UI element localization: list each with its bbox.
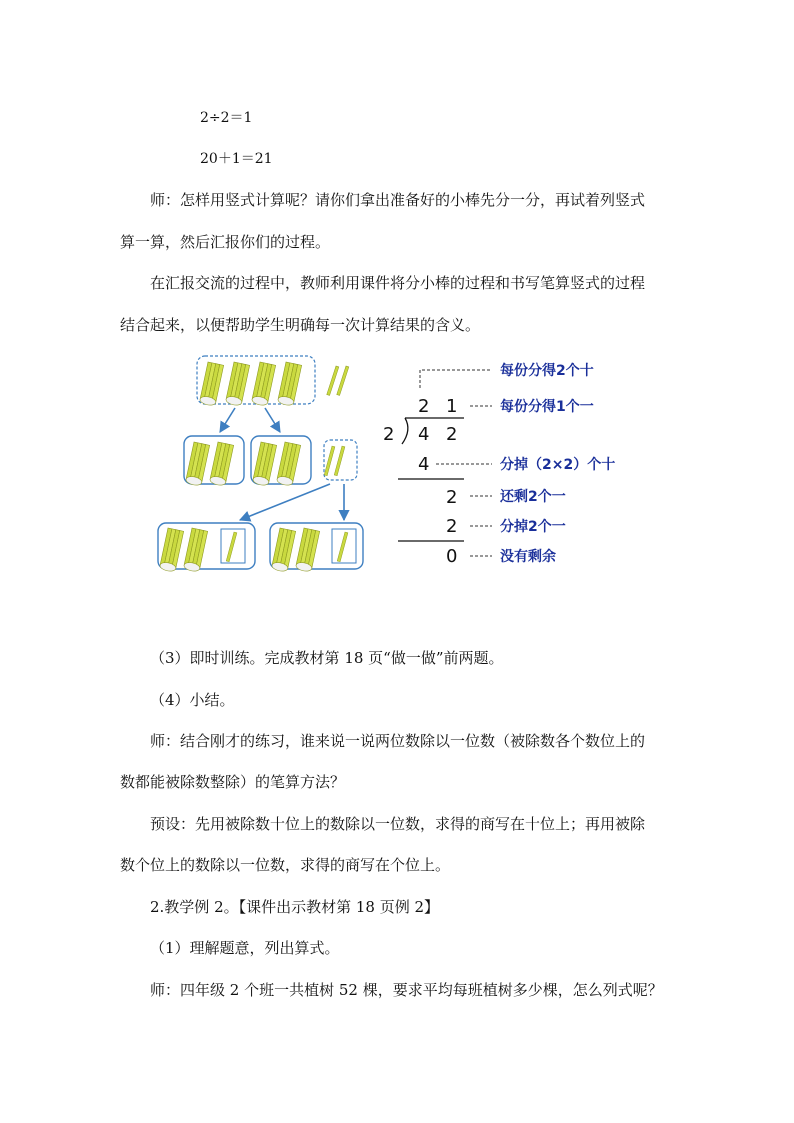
paragraph-line: 在汇报交流的过程中，教师利用课件将分小棒的过程和书写笔算竖式的过程 (150, 274, 646, 292)
paragraph-line: 2.教学例 2。【课件出示教材第 18 页例 2】 (150, 898, 440, 916)
paragraph-line: 数个位上的数除以一位数，求得的商写在个位上。 (120, 856, 451, 874)
paragraph-line: 师：怎样用竖式计算呢？请你们拿出准备好的小棒先分一分，再试着列竖式 (150, 191, 646, 209)
step-product-2: 2 (446, 516, 458, 537)
note-quotient-ones: 每份分得1个一 (500, 399, 594, 415)
sticks-group-middle-left (184, 436, 244, 486)
paragraph-line: （3）即时训练。完成教材第 18 页“做一做”前两题。 (150, 649, 504, 667)
long-division (383, 362, 615, 567)
note-no-remainder: 没有剩余 (500, 549, 556, 565)
step-remainder-1: 2 (446, 487, 458, 508)
sticks-group-bottom-left (158, 523, 255, 572)
dividend-tens: 4 (418, 424, 430, 445)
note-subtract-ones: 分掉2个一 (500, 519, 566, 535)
equation-2: 20＋1＝21 (200, 151, 273, 167)
paragraph-line: 师：结合刚才的练习，谁来说一说两位数除以一位数（被除数各个数位上的 (150, 732, 646, 750)
paragraph-line: 结合起来，以便帮助学生明确每一次计算结果的含义。 (120, 316, 481, 334)
paragraph-line: （1）理解题意，列出算式。 (150, 939, 340, 957)
paragraph-line: 数都能被除数整除）的笔算方法？ (120, 773, 346, 791)
divisor: 2 (383, 424, 395, 445)
note-quotient-tens: 每份分得2个十 (500, 363, 594, 379)
sticks-group-bottom-right (270, 523, 363, 572)
paragraph-line: 预设：先用被除数十位上的数除以一位数，求得的商写在十位上；再用被除 (150, 815, 646, 833)
dividend-ones: 2 (446, 424, 458, 445)
paragraph-line: （4）小结。 (150, 691, 235, 709)
paragraph-line: 算一算，然后汇报你们的过程。 (120, 233, 331, 251)
quotient-tens: 2 (418, 396, 430, 417)
sticks-group-singles (324, 440, 357, 480)
sticks-group-top (197, 356, 349, 406)
paragraph-line: 师：四年级 2 个班一共植树 52 棵，要求平均每班植树多少棵，怎么列式呢？ (150, 981, 663, 999)
final-remainder: 0 (446, 546, 458, 567)
note-remaining-ones: 还剩2个一 (500, 489, 566, 505)
division-figure (150, 348, 670, 588)
sticks-group-middle-right (251, 436, 311, 486)
step-product-1: 4 (418, 454, 430, 475)
note-subtract-tens: 分掉（2×2）个十 (500, 457, 616, 473)
equation-1: 2÷2＝1 (200, 110, 253, 126)
quotient-ones: 1 (446, 396, 458, 417)
